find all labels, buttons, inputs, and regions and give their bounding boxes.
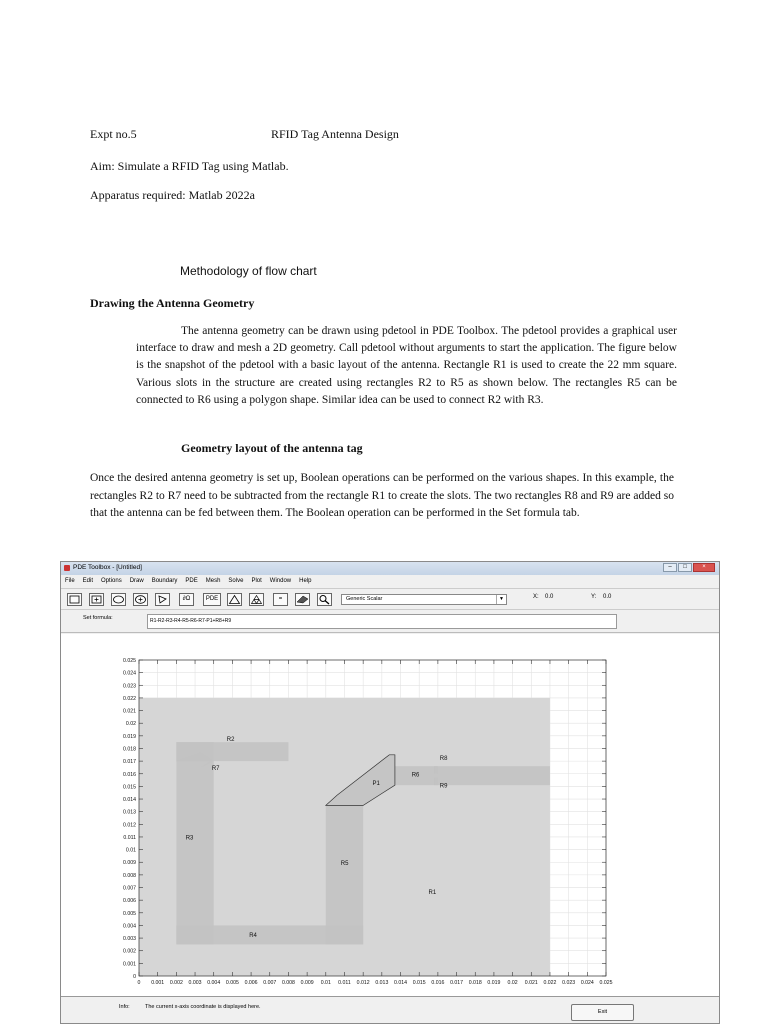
y-tick-label: 0	[133, 974, 136, 980]
y-tick-label: 0.003	[123, 936, 136, 943]
shape-label-r2: R2	[226, 736, 235, 743]
menu-window[interactable]: Window	[269, 578, 292, 584]
maximize-button[interactable]: □	[678, 563, 692, 572]
apparatus-line: Apparatus required: Matlab 2022a	[90, 188, 255, 202]
close-button[interactable]: ×	[693, 563, 715, 572]
y-tick-label: 0.013	[123, 809, 136, 816]
x-tick-label: 0.02	[507, 980, 518, 986]
shape-r5	[326, 805, 363, 944]
menu-plot[interactable]: Plot	[251, 578, 262, 584]
shape-label-r3: R3	[185, 835, 194, 842]
x-tick-label: 0.007	[263, 980, 277, 986]
menu-options[interactable]: Options	[101, 578, 122, 584]
x-tick-label: 0.021	[524, 980, 538, 986]
refine-mesh-icon	[250, 594, 263, 605]
toolbar	[61, 588, 719, 610]
x-tick-label: 0.019	[487, 980, 501, 986]
menu-help[interactable]: Help	[299, 578, 312, 584]
section-heading: Drawing the Antenna Geometry	[90, 296, 255, 310]
draw-ellipse-button[interactable]	[111, 593, 126, 606]
pde-specification-button[interactable]: PDE	[203, 593, 221, 606]
plot-surface-icon	[296, 594, 309, 605]
shape-label-r1: R1	[428, 889, 437, 896]
x-tick-label: 0.004	[207, 980, 221, 986]
geometry-plot[interactable]	[61, 634, 719, 996]
menu-draw[interactable]: Draw	[129, 578, 144, 584]
menu-bar	[61, 576, 719, 587]
x-coordinate-value: 0.0	[545, 594, 554, 600]
x-tick-label: 0.018	[468, 980, 482, 986]
set-formula-input[interactable]: R1-R2-R3-R4-R5-R6-R7-P1+R8+R9	[147, 614, 617, 629]
y-tick-label: 0.019	[123, 733, 136, 740]
y-coordinate-label: Y:	[591, 594, 597, 600]
pde-toolbox-window	[60, 561, 720, 1024]
x-tick-label: 0.015	[412, 980, 426, 986]
x-tick-label: 0.003	[188, 980, 202, 986]
y-tick-label: 0.001	[123, 961, 136, 968]
draw-polygon-button[interactable]	[155, 593, 170, 606]
y-tick-label: 0.002	[123, 948, 136, 955]
shape-label-r7: R7	[211, 765, 220, 772]
methodology-heading: Methodology of flow chart	[180, 264, 317, 278]
y-tick-label: 0.015	[123, 784, 136, 791]
plot-solution-button[interactable]	[295, 593, 310, 606]
experiment-title: RFID Tag Antenna Design	[271, 127, 399, 141]
y-tick-label: 0.005	[123, 910, 136, 917]
minimize-button[interactable]: –	[663, 563, 677, 572]
menu-pde[interactable]: PDE	[185, 578, 198, 584]
init-mesh-button[interactable]	[227, 593, 242, 606]
x-tick-label: 0.024	[580, 980, 594, 986]
set-formula-row	[61, 611, 719, 633]
refine-mesh-button[interactable]	[249, 593, 264, 606]
y-tick-label: 0.023	[123, 683, 136, 690]
draw-rectangle-center-button[interactable]	[89, 593, 104, 606]
zoom-button[interactable]	[317, 593, 332, 606]
menu-mesh[interactable]: Mesh	[205, 578, 221, 584]
y-tick-label: 0.014	[123, 797, 136, 804]
exit-button[interactable]: Exit	[571, 1004, 634, 1021]
rectangle-icon	[68, 594, 81, 605]
polygon-icon	[156, 594, 169, 605]
x-tick-label: 0.011	[338, 980, 351, 986]
paragraph-boolean: Once the desired antenna geometry is set up, Boolean operations can be performed on the various shapes. In this example, the rectangles R2 to R7 need to be subtracted from the rectangle R1 to create the slots. The two rectangles R8 and R9 are added so that the antenna can be fed between them. The Boolean operation can be performed in the Set formula tab.	[90, 472, 674, 520]
menu-solve[interactable]: Solve	[228, 578, 244, 584]
x-coordinate-label: X:	[533, 594, 539, 600]
x-tick-label: 0.013	[375, 980, 389, 986]
y-tick-label: 0.025	[123, 658, 136, 664]
aim-line: Aim: Simulate a RFID Tag using Matlab.	[90, 159, 289, 173]
shape-label-r8: R8	[439, 755, 448, 762]
y-tick-label: 0.004	[123, 923, 136, 930]
x-tick-label: 0	[137, 980, 141, 986]
y-tick-label: 0.008	[123, 872, 136, 879]
shape-r3	[176, 742, 213, 944]
matlab-app-icon	[64, 565, 70, 571]
application-mode-select[interactable]	[341, 594, 507, 605]
shape-r8	[434, 766, 438, 774]
application-mode-value: Generic Scalar	[346, 596, 383, 602]
x-tick-label: 0.01	[320, 980, 331, 986]
chevron-down-icon[interactable]: ▼	[496, 595, 506, 604]
x-tick-label: 0.001	[151, 980, 165, 986]
y-tick-label: 0.006	[123, 898, 136, 905]
y-tick-label: 0.017	[123, 759, 136, 766]
draw-rectangle-button[interactable]	[67, 593, 82, 606]
window-title: PDE Toolbox - [Untitled]	[73, 564, 142, 571]
x-tick-label: 0.012	[356, 980, 370, 986]
x-tick-label: 0.025	[599, 980, 613, 986]
x-tick-label: 0.016	[431, 980, 445, 986]
y-tick-label: 0.01	[125, 847, 136, 854]
x-tick-label: 0.009	[300, 980, 314, 986]
ellipse-center-icon	[134, 594, 147, 605]
y-tick-label: 0.007	[123, 885, 136, 892]
y-tick-label: 0.022	[123, 695, 136, 702]
y-tick-label: 0.02	[125, 721, 136, 728]
x-tick-label: 0.014	[394, 980, 408, 986]
draw-ellipse-center-button[interactable]	[133, 593, 148, 606]
y-tick-label: 0.024	[123, 670, 136, 677]
x-tick-label: 0.022	[543, 980, 557, 986]
shape-label-r5: R5	[340, 860, 349, 867]
y-tick-label: 0.016	[123, 771, 136, 778]
y-tick-label: 0.009	[123, 860, 136, 867]
y-coordinate-value: 0.0	[603, 594, 612, 600]
solve-pde-button[interactable]: =	[273, 593, 288, 606]
y-tick-label: 0.018	[123, 746, 136, 753]
x-tick-label: 0.023	[562, 980, 576, 986]
shape-r9	[434, 778, 438, 786]
x-tick-label: 0.008	[281, 980, 295, 986]
shape-label-r9: R9	[439, 783, 448, 790]
window-titlebar	[61, 562, 719, 575]
drawing-axes-area[interactable]	[61, 634, 719, 996]
magnifier-icon	[318, 594, 331, 605]
figure-caption: Geometry layout of the antenna tag	[181, 441, 363, 455]
boundary-mode-button[interactable]: ∂Ω	[179, 593, 194, 606]
shape-label-r6: R6	[411, 772, 420, 779]
x-tick-label: 0.017	[450, 980, 464, 986]
rectangle-center-icon	[90, 594, 103, 605]
menu-edit[interactable]: Edit	[82, 578, 94, 584]
y-tick-label: 0.012	[123, 822, 136, 829]
info-label: Info:	[119, 1004, 130, 1010]
y-tick-label: 0.011	[123, 834, 136, 841]
y-tick-label: 0.021	[123, 708, 136, 715]
shape-label-p1: P1	[372, 781, 380, 788]
x-tick-label: 0.005	[225, 980, 239, 986]
info-text: The current x-axis coordinate is displayed here.	[145, 1004, 261, 1010]
mesh-triangle-icon	[228, 594, 241, 605]
paragraph-geometry: The antenna geometry can be drawn using pdetool in PDE Toolbox. The pdetool provides a graphical user interface to draw and mesh a 2D geometry. Call pdetool without arguments to start the application. The figure below is the snapshot of the pdetool with a basic layout of the antenna. Rectangle R1 is used to create the 22 mm square. Various slots in the structure are created using rectangles R2 to R5 as shown below. The rectangles R5 can be connected to R6 using a polygon shape. Similar idea can be used to connect R2 with R3.	[136, 325, 677, 406]
ellipse-icon	[112, 594, 125, 605]
menu-boundary[interactable]: Boundary	[151, 578, 178, 584]
x-tick-label: 0.002	[169, 980, 183, 986]
set-formula-label: Set formula:	[83, 615, 113, 621]
x-tick-label: 0.006	[244, 980, 258, 986]
info-bar	[61, 996, 719, 1024]
menu-file[interactable]: File	[65, 578, 75, 584]
shape-label-r4: R4	[249, 932, 257, 939]
experiment-number: Expt no.5	[90, 127, 137, 141]
